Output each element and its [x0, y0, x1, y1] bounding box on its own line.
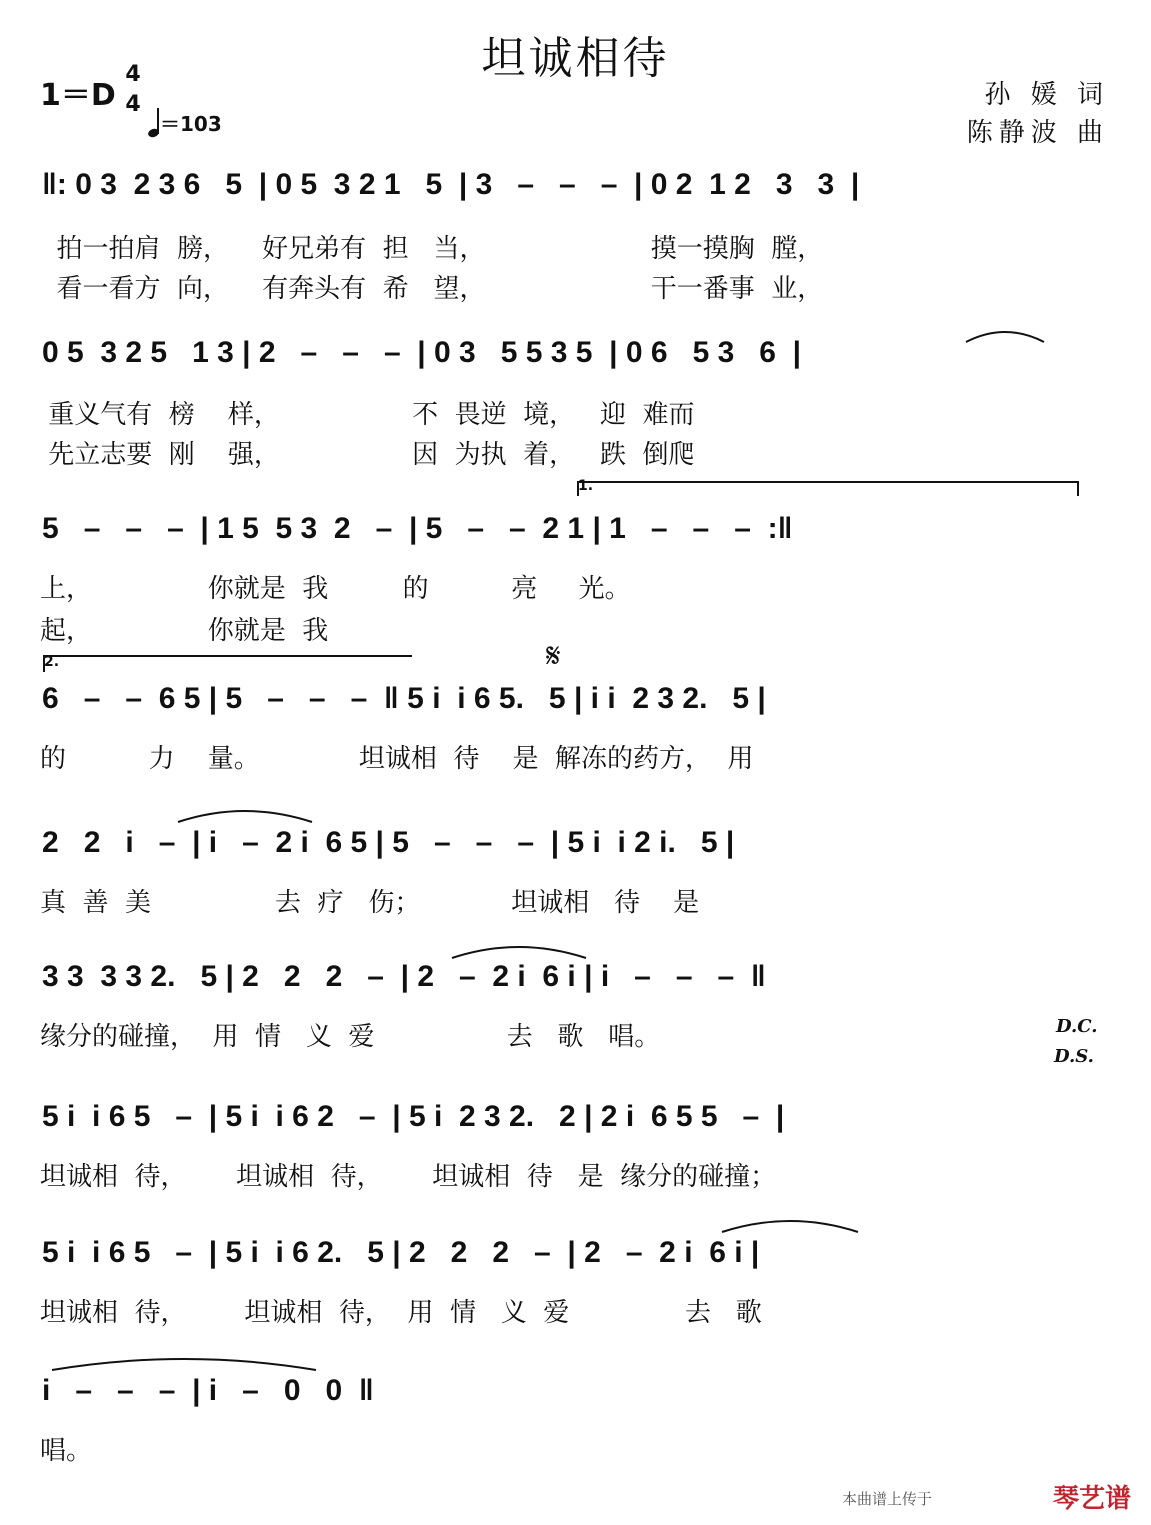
watermark-logo: 琴艺谱 — [1052, 1484, 1131, 1514]
score-line-2: 0 5 3 2 5 1 3 | 2 – – – | 0 3 5 5 3 5 | 0 6 5 3 6 | — [42, 336, 802, 369]
composer-credit: 陈静波 曲 — [966, 118, 1109, 148]
ds-marking: D.S. — [1054, 1046, 1094, 1067]
time-signature-top: 4 — [125, 62, 141, 87]
volta-2-label: 2. — [44, 654, 60, 670]
time-signature-bottom: 4 — [125, 92, 141, 117]
volta-1-bracket — [578, 482, 1078, 496]
score-line-1: ‖: 0 3 2 3 6 5 | 0 5 3 2 1 5 | 3 – – – | 0 2 1 2 3 3 | — [42, 168, 860, 201]
key-signature: 1＝D — [40, 78, 116, 113]
tempo-value: ＝103 — [160, 112, 222, 136]
score-line-8: 5 i i 6 5 – | 5 i i 6 2. 5 | 2 2 2 – | 2 – 2 i 6 i | — [42, 1236, 760, 1269]
slur — [452, 947, 586, 958]
slur — [52, 1359, 316, 1370]
lyrics-line-5: 真 善 美 去 疗 伤； 坦诚相 待 是 — [40, 888, 700, 918]
segno-icon: 𝄋 — [546, 636, 561, 676]
lyrics-line-2-verse-1: 重义气有 榜 样， 不 畏逆 境， 迎 难而 — [40, 400, 695, 430]
slur — [722, 1221, 858, 1232]
lyrics-line-2-verse-2: 先立志要 刚 强， 因 为执 着， 跌 倒爬 — [40, 440, 695, 470]
dc-marking: D.C. — [1056, 1016, 1098, 1037]
score-line-7: 5 i i 6 5 – | 5 i i 6 2 – | 5 i 2 3 2. 2 | 2 i 6 5 5 – | — [42, 1100, 785, 1133]
score-line-5: 2 2 i – | i – 2 i 6 5 | 5 – – – | 5 i i 2 i. 5 | — [42, 826, 735, 859]
score-line-4: 6 – – 6 5 | 5 – – – ‖ 5 i i 6 5. 5 | i i 2 3 2. 5 | — [42, 682, 766, 715]
lyrics-line-7: 坦诚相 待， 坦诚相 待， 坦诚相 待 是 缘分的碰撞； — [40, 1162, 777, 1192]
lyrics-line-3-verse-1: 上， 你就是 我 的 亮 光。 — [40, 574, 631, 604]
lyrics-line-9: 唱。 — [40, 1436, 93, 1466]
slur — [178, 811, 312, 822]
lyrics-line-6: 缘分的碰撞， 用 情 义 爱 去 歌 唱。 — [40, 1022, 661, 1052]
lyrics-line-1-verse-2: 看一看方 向， 有奔头有 希 望， 干一番事 业， — [40, 274, 824, 304]
volta-2-bracket — [44, 656, 412, 672]
song-title: 坦诚相待 — [481, 33, 670, 84]
lyricist-credit: 孙 媛 词 — [984, 80, 1109, 110]
slur — [966, 332, 1044, 342]
watermark-small-text: 本曲谱上传于 — [842, 1490, 933, 1508]
score-line-9: i – – – | i – 0 0 ‖ — [42, 1374, 374, 1407]
score-line-3: 5 – – – | 1 5 5 3 2 – | 5 – – 2 1 | 1 – – – :‖ — [42, 512, 793, 545]
lyrics-line-3-verse-2: 起， 你就是 我 — [40, 616, 329, 646]
lyrics-line-4: 的 力 量。 坦诚相 待 是 解冻的药方， 用 — [40, 744, 754, 774]
volta-1-label: 1. — [578, 478, 594, 494]
score-line-6: 3 3 3 3 2. 5 | 2 2 2 – | 2 – 2 i 6 i | i – – – ‖ — [42, 960, 766, 993]
lyrics-line-1-verse-1: 拍一拍肩 膀， 好兄弟有 担 当， 摸一摸胸 膛， — [40, 234, 824, 264]
lyrics-line-8: 坦诚相 待， 坦诚相 待， 用 情 义 爱 去 歌 — [40, 1298, 762, 1328]
